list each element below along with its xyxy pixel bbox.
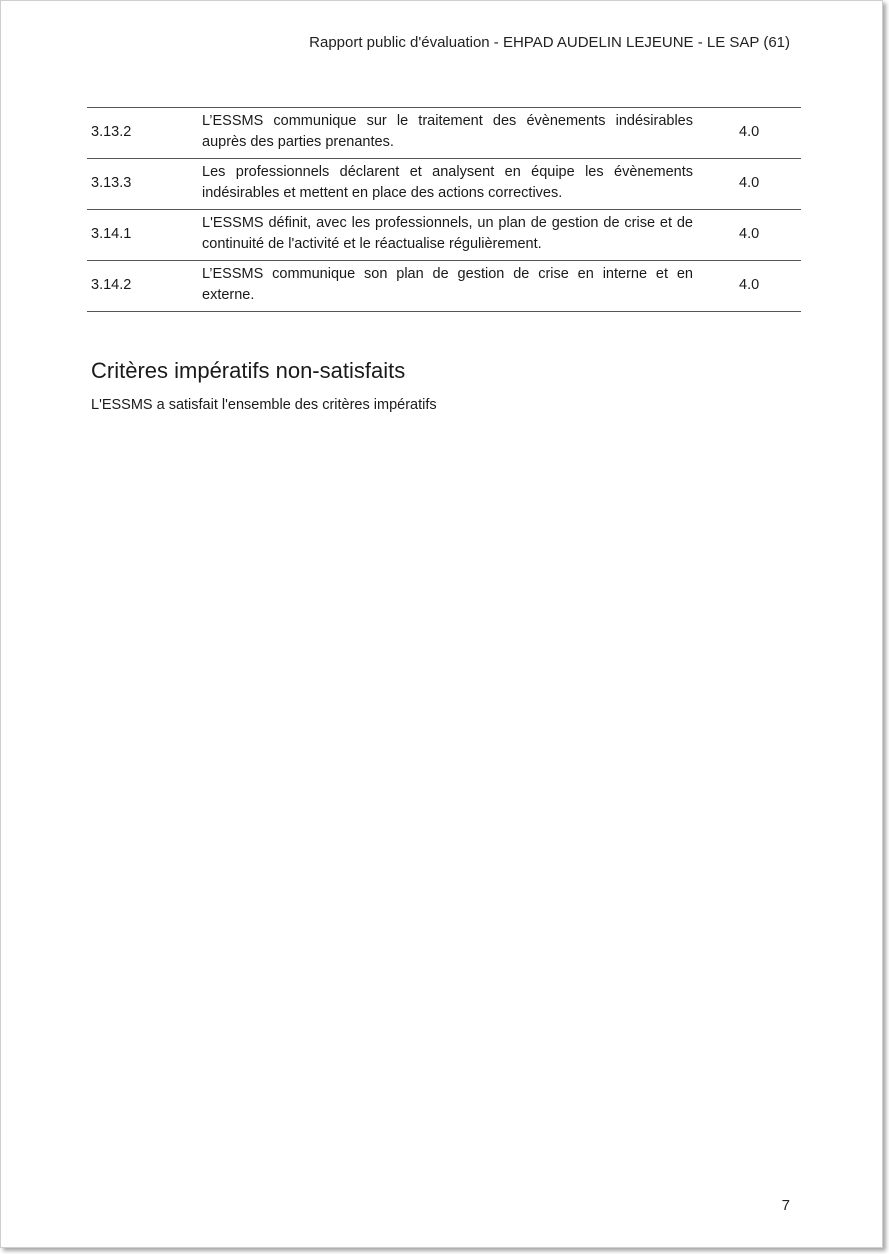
criterion-score: 4.0: [739, 123, 760, 140]
table-row: [87, 261, 801, 312]
page-number: 7: [781, 1197, 790, 1214]
criterion-code: 3.14.1: [91, 225, 132, 242]
table-row: [87, 159, 801, 210]
table-row: [87, 108, 801, 159]
criterion-text: L'ESSMS définit, avec les professionnels, un plan de gestion de crise et de continuité de l'activité et le réactualise régulièrement.: [202, 215, 693, 252]
section-text: L'ESSMS a satisfait l'ensemble des critères impératifs: [91, 397, 437, 413]
criterion-text: L’ESSMS communique sur le traitement des évènements indésirables auprès des parties prenantes.: [202, 113, 693, 150]
criterion-text: Les professionnels déclarent et analysent en équipe les évènements indésirables et mettent en place des actions correctives.: [202, 164, 693, 201]
criterion-score: 4.0: [739, 225, 760, 242]
criterion-code: 3.14.2: [91, 276, 132, 293]
criteria-table: [87, 107, 801, 312]
table-row: [87, 210, 801, 261]
criterion-code: 3.13.3: [91, 174, 132, 191]
criterion-code: 3.13.2: [91, 123, 132, 140]
criterion-score: 4.0: [739, 174, 760, 191]
section-title: Critères impératifs non-satisfaits: [91, 358, 406, 383]
running-header: Rapport public d'évaluation - EHPAD AUDELIN LEJEUNE - LE SAP (61): [309, 34, 790, 51]
criterion-score: 4.0: [739, 276, 760, 293]
criterion-text: L’ESSMS communique son plan de gestion de crise en interne et en externe.: [202, 266, 693, 303]
